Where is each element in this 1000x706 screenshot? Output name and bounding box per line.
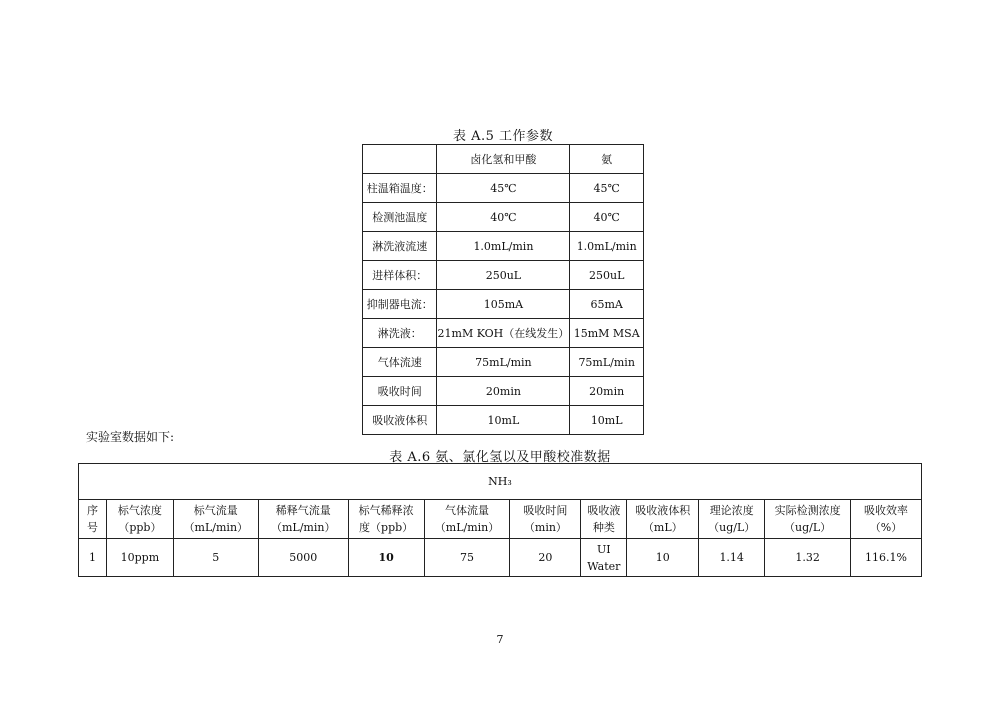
table-cell: 1.0mL/min — [437, 232, 570, 261]
table-cell: 吸收液体积 — [363, 406, 437, 435]
table-row — [363, 232, 644, 261]
table-row — [363, 203, 644, 232]
table-row — [363, 290, 644, 319]
table-header-cell: 吸收液体积 （mL） — [627, 500, 699, 539]
table-row — [363, 348, 644, 377]
table-cell: 进样体积： — [363, 261, 437, 290]
table-header-cell: 吸收液 种类 — [581, 500, 627, 539]
table-cell: 10ppm — [106, 539, 173, 577]
table-header-cell: 序 号 — [79, 500, 107, 539]
table-cell: 105mA — [437, 290, 570, 319]
table-cell: 20min — [570, 377, 644, 406]
table-row — [79, 464, 922, 500]
table-header-cell: 卤化氢和甲酸 — [437, 145, 570, 174]
table-cell: 20 — [510, 539, 581, 577]
table-cell: 75mL/min — [437, 348, 570, 377]
table-cell: 10 — [627, 539, 699, 577]
table-header-cell: 吸收效率 （%） — [851, 500, 922, 539]
table-a6-caption: 表 A.6 氨、氯化氢以及甲酸校准数据 — [389, 450, 611, 465]
table-cell: 吸收时间 — [363, 377, 437, 406]
table-cell: 淋洗液： — [363, 319, 437, 348]
table-cell: 1.14 — [699, 539, 765, 577]
table-header-cell: 稀释气流量 （mL/min） — [258, 500, 348, 539]
table-header-cell: 标气浓度 （ppb） — [106, 500, 173, 539]
table-cell: 40℃ — [570, 203, 644, 232]
table-row — [79, 539, 922, 577]
table-header-cell: 标气稀释浓 度（ppb） — [348, 500, 424, 539]
table-cell: 1.32 — [765, 539, 851, 577]
table-cell: 柱温箱温度： — [363, 174, 437, 203]
table-header-cell: 氨 — [570, 145, 644, 174]
table-row — [363, 406, 644, 435]
table-cell: 10mL — [570, 406, 644, 435]
table-row — [363, 174, 644, 203]
table-cell: 250uL — [437, 261, 570, 290]
table-row — [363, 319, 644, 348]
table-cell — [363, 145, 437, 174]
table-a5-working-parameters — [362, 144, 644, 435]
table-cell: 5 — [173, 539, 258, 577]
table-cell: 1.0mL/min — [570, 232, 644, 261]
table-header-row — [79, 500, 922, 539]
table-a6-calibration-data — [78, 463, 922, 577]
table-row — [363, 145, 644, 174]
table-cell: 检测池温度 — [363, 203, 437, 232]
table-a5-caption: 表 A.5 工作参数 — [452, 129, 554, 144]
table-cell: 40℃ — [437, 203, 570, 232]
table-cell: 5000 — [258, 539, 348, 577]
table-cell: 15mM MSA — [570, 319, 644, 348]
table-row — [363, 261, 644, 290]
table-cell: 21mM KOH（在线发生） — [437, 319, 570, 348]
table-header-cell: 实际检测浓度 （ug/L） — [765, 500, 851, 539]
table-cell: 250uL — [570, 261, 644, 290]
gas-name-cell: NH₃ — [79, 464, 922, 500]
table-cell: UI Water — [581, 539, 627, 577]
page-number: 7 — [496, 633, 504, 646]
table-cell: 116.1% — [851, 539, 922, 577]
table-cell: 65mA — [570, 290, 644, 319]
table-cell: 75 — [424, 539, 510, 577]
table-cell: 75mL/min — [570, 348, 644, 377]
table-cell: 10mL — [437, 406, 570, 435]
table-header-cell: 标气流量 （mL/min） — [173, 500, 258, 539]
table-cell: 45℃ — [437, 174, 570, 203]
table-cell: 淋洗液流速 — [363, 232, 437, 261]
table-cell: 1 — [79, 539, 107, 577]
table-cell: 气体流速 — [363, 348, 437, 377]
table-cell: 20min — [437, 377, 570, 406]
table-cell: 抑制器电流： — [363, 290, 437, 319]
table-cell: 45℃ — [570, 174, 644, 203]
table-cell: 10 — [348, 539, 424, 577]
table-header-cell: 理论浓度 （ug/L） — [699, 500, 765, 539]
table-header-cell: 气体流量 （mL/min） — [424, 500, 510, 539]
table-header-cell: 吸收时间 （min） — [510, 500, 581, 539]
table-row — [363, 377, 644, 406]
lab-data-intro: 实验室数据如下: — [86, 430, 175, 444]
